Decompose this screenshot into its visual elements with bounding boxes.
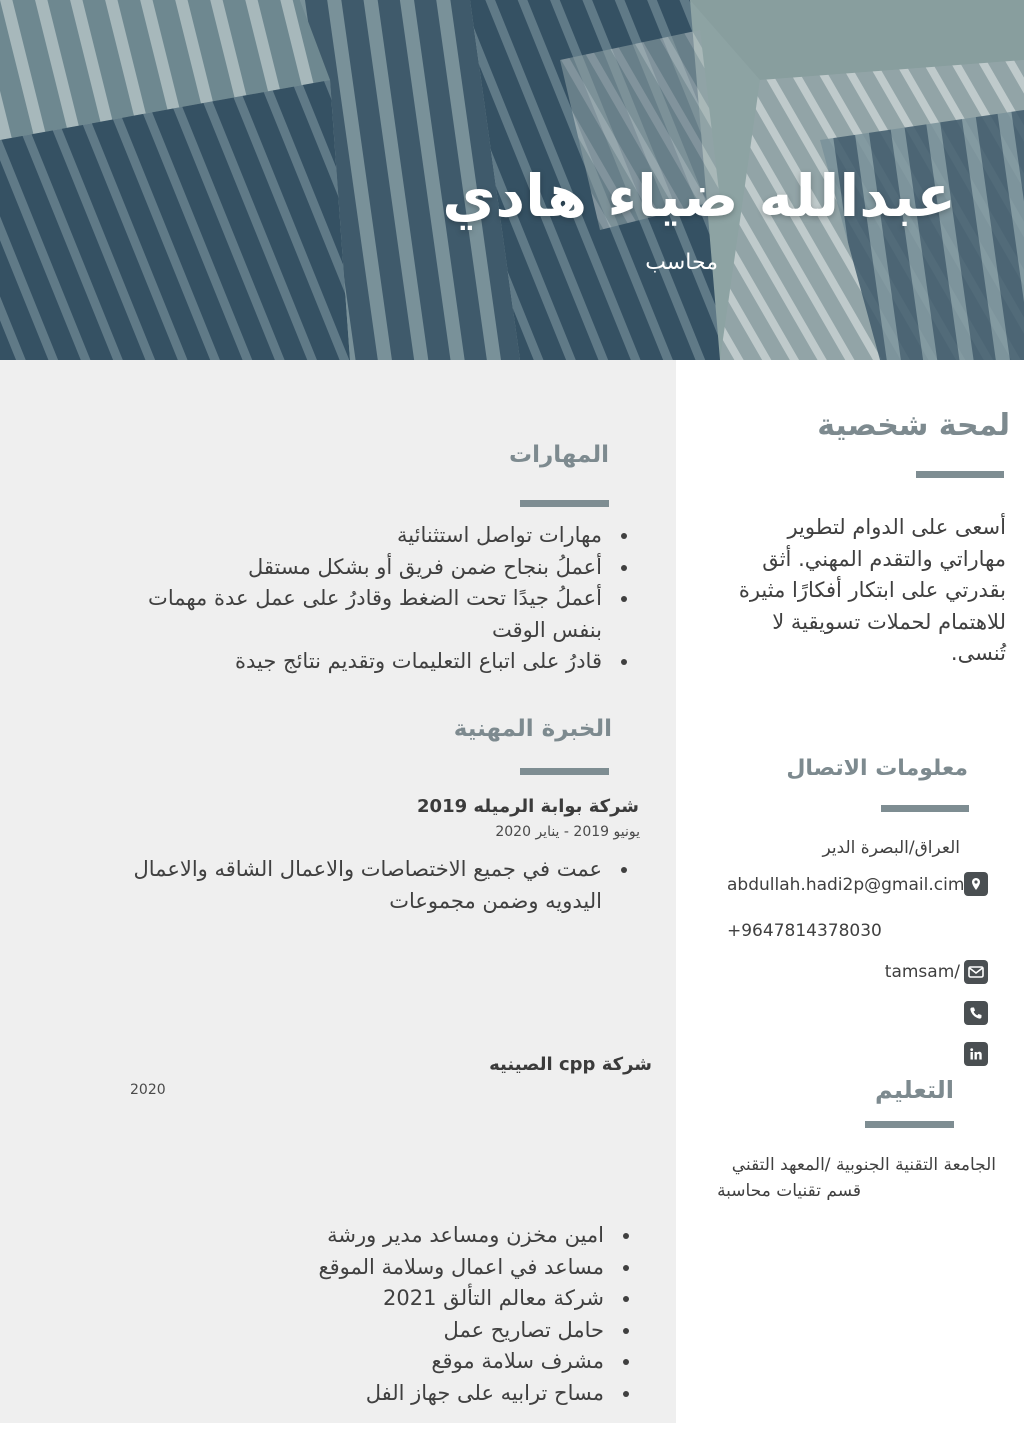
list-item: • عمت في جميع الاختصاصات والاعمال الشاقه والاعمال اليدويه وضمن مجموعات xyxy=(108,854,608,917)
phone-icon xyxy=(964,1001,988,1025)
list-item: • امين مخزن ومساعد مدير ورشة xyxy=(190,1220,610,1252)
resume-job-title: محاسب xyxy=(645,250,718,275)
list-item: • أعملُ جيدًا تحت الضغط وقادرُ على عمل عدة مهمات بنفس الوقت xyxy=(128,583,608,646)
list-item: • مساح ترابيه على جهاز الفل xyxy=(190,1378,610,1410)
job-company: شركة بوابة الرميله 2019 xyxy=(417,796,639,817)
contact-address: العراق/البصرة الدير xyxy=(822,838,960,858)
skills-heading: المهارات xyxy=(509,442,609,468)
profile-heading: لمحة شخصية xyxy=(817,408,1010,443)
job-date: 2020 xyxy=(130,1082,166,1098)
list-item: • قادرُ على اتباع التعليمات وتقديم نتائج جيدة xyxy=(128,646,608,678)
header-banner xyxy=(0,0,1024,360)
contact-divider xyxy=(881,805,969,812)
job-company: شركة cpp الصينيه xyxy=(489,1054,652,1075)
list-item: • أعملُ بنجاح ضمن فريق أو بشكل مستقل xyxy=(128,552,608,584)
contact-email[interactable]: abdullah.hadi2p@gmail.cim xyxy=(727,875,965,895)
job-duties-list xyxy=(190,1220,634,1409)
profile-divider xyxy=(916,471,1004,478)
skills-list xyxy=(128,520,632,678)
job-duties-list xyxy=(108,854,632,917)
contact-heading: معلومات الاتصال xyxy=(786,756,968,781)
job-date: يونيو 2019 - يناير 2020 xyxy=(495,824,640,840)
contact-phone[interactable]: +9647814378030 xyxy=(727,921,882,941)
experience-divider xyxy=(520,768,609,775)
education-entry xyxy=(676,1152,996,1204)
contact-social[interactable]: tamsam/ xyxy=(884,962,960,982)
list-item: • حامل تصاريح عمل xyxy=(190,1315,610,1347)
skills-divider xyxy=(520,500,609,507)
resume-name: عبدالله ضياء هادي xyxy=(442,162,956,230)
profile-summary: أسعى على الدوام لتطوير مهاراتي والتقدم المهني. أثق بقدرتي على ابتكار أفكارًا مثيرة للاهتمام لحملات تسويقية لا تُنسى. xyxy=(738,515,1006,665)
list-item: • مشرف سلامة موقع xyxy=(190,1346,610,1378)
experience-heading: الخبرة المهنية xyxy=(453,716,612,742)
education-divider xyxy=(865,1121,954,1128)
envelope-icon xyxy=(964,960,988,984)
list-item: • شركة معالم التألق 2021 xyxy=(190,1283,610,1315)
linkedin-icon[interactable] xyxy=(964,1042,988,1066)
education-heading: التعليم xyxy=(875,1076,954,1104)
location-pin-icon xyxy=(964,872,988,896)
list-item: • مهارات تواصل استثنائية xyxy=(128,520,608,552)
education-institute: الجامعة التقنية الجنوبية /المعهد التقني xyxy=(731,1155,996,1175)
list-item: • مساعد في اعمال وسلامة الموقع xyxy=(190,1252,610,1284)
education-department: قسم تقنيات محاسبة xyxy=(717,1181,861,1201)
